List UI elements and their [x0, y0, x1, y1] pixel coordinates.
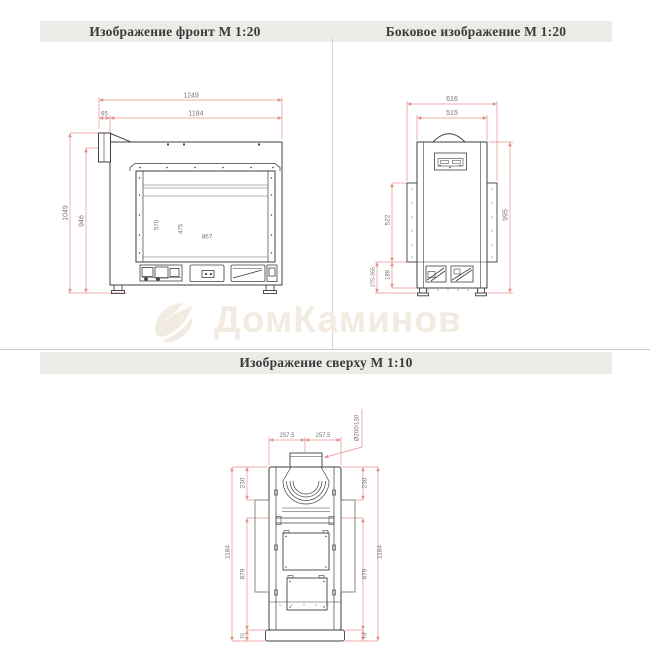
dim-side-depth-body: 515	[446, 110, 458, 117]
dim-side-leg-range: 275-355	[370, 266, 377, 288]
dim-top-rear-left: 230	[239, 477, 247, 489]
dim-front-offset-left: 65	[101, 111, 108, 118]
dim-side-depth-total: 616	[446, 96, 458, 103]
dim-top-half-left: 257.5	[279, 433, 295, 439]
dim-top-width-left: 1184	[225, 545, 232, 559]
side-view-drawing	[370, 85, 520, 315]
side-body-outline	[407, 134, 497, 288]
dim-front-width-total: 1249	[183, 92, 199, 100]
dim-top-half-right: 257.5	[315, 433, 331, 439]
dim-front-glass-outer: 570	[154, 219, 161, 231]
dim-side-frame-height: 522	[384, 214, 392, 226]
dim-top-base-right: 75	[362, 632, 369, 640]
front-view-drawing	[55, 85, 315, 315]
dim-top-width-right: 1184	[376, 545, 384, 559]
dim-top-base-left: 75	[240, 632, 247, 640]
dim-top-inner-right: 879	[361, 568, 369, 580]
header-band-top	[40, 21, 612, 42]
top-body-outline	[255, 453, 355, 641]
side-view-title: Боковое изображение М 1:20	[385, 23, 567, 39]
dim-front-glass-width: 867	[201, 233, 213, 241]
front-legs	[112, 285, 277, 294]
front-body-outline	[99, 133, 283, 285]
dim-front-width-body: 1184	[188, 110, 204, 118]
dim-top-inner-left: 879	[239, 568, 247, 580]
dim-front-glass-inner: 475	[178, 223, 185, 235]
front-view-title: Изображение фронт М 1:20	[89, 23, 261, 39]
watermark-text: ДомКаминов	[214, 299, 462, 340]
dim-side-height-total: 995	[502, 209, 510, 221]
dim-top-flue: Ø200/130	[354, 414, 361, 442]
dim-side-lower-height: 189	[385, 269, 392, 281]
dim-front-height-body: 946	[78, 215, 86, 227]
side-legs	[418, 288, 487, 296]
dim-top-rear-right: 230	[361, 477, 369, 489]
dim-front-height-total: 1049	[62, 205, 70, 221]
top-view-title: Изображение сверху М 1:10	[239, 355, 413, 370]
header-band-middle	[40, 352, 612, 374]
horizontal-rule	[0, 349, 650, 350]
top-view-drawing	[225, 395, 425, 650]
